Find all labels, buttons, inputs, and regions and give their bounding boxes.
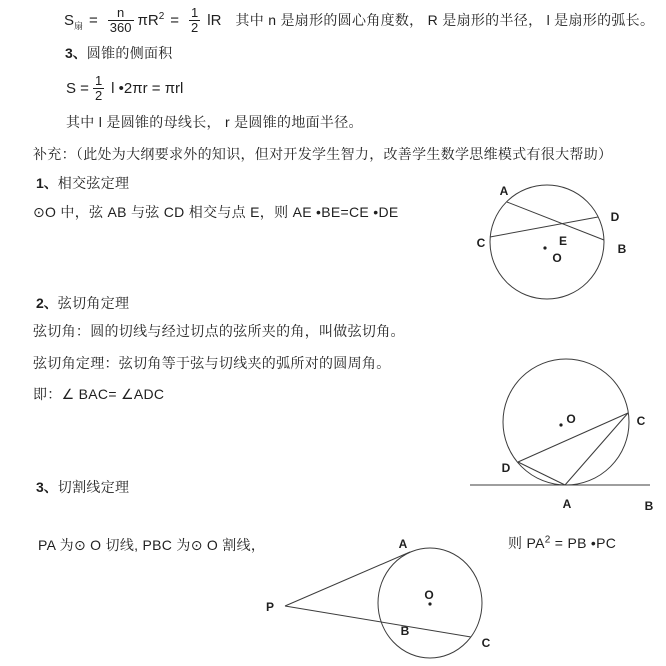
point-label-c: C: [481, 636, 491, 650]
section1-heading: 1、相交弦定理: [36, 175, 130, 191]
point-label-b: B: [644, 499, 654, 513]
point-label-d: D: [501, 461, 511, 475]
chord-da: [518, 462, 565, 485]
point-label-b: B: [617, 242, 627, 256]
intersecting-chords-diagram: [460, 170, 666, 306]
section3-body: PA 为⊙ O 切线, PBC 为⊙ O 割线，: [38, 537, 266, 553]
section2-heading: 2、弦切角定理: [36, 295, 130, 311]
sector-formula-note: 其中 n 是扇形的圆心角度数， R 是扇形的半径， l 是扇形的弧长。: [235, 12, 655, 28]
point-label-d: D: [610, 210, 620, 224]
fraction-n-360: $\frac{n}{360}$: [109, 4, 132, 35]
section3-result: 则 $PA^2$ = PB •PC: [508, 534, 617, 551]
sector-area-formula: $S_扇$ = $\frac{n}{360}$ $\pi R^2$ = $\frac{1}{2}$ lR 其中 n 是扇形的圆心角度数， R 是扇形的半径， l 是扇形的弧长。: [64, 4, 655, 35]
tangent-pa: [285, 552, 410, 606]
chord-cd: [490, 217, 598, 237]
formula-lhs: $S_扇$: [64, 11, 84, 31]
section2-conclusion: 即：∠ BAC= ∠ADC: [33, 386, 165, 402]
cone-formula-note: 其中 l 是圆锥的母线长， r 是圆锥的地面半径。: [66, 114, 363, 130]
center-label-o: O: [566, 412, 576, 426]
point-label-c: C: [476, 236, 486, 250]
tangent-secant-diagram: [250, 535, 515, 666]
point-label-a: A: [562, 497, 572, 511]
supplement-note: 补充：（此处为大纲要求外的知识，但对开发学生智力，改善学生数学思维模式有很大帮助）: [33, 146, 613, 162]
fraction-1-2: $\frac{1}{2}$: [191, 4, 199, 35]
center-dot: [559, 423, 562, 426]
tangent-chord-diagram: [460, 350, 666, 520]
center-dot: [543, 246, 546, 249]
chord-ab: [507, 202, 604, 240]
section1-body: ⊙O 中，弦 AB 与弦 CD 相交与点 E，则 AE •BE=CE •DE: [33, 204, 399, 220]
pi-r-squared: $\pi R^2$: [137, 10, 165, 29]
section3-heading: 3、切割线定理: [36, 479, 130, 495]
point-label-e: E: [558, 234, 568, 248]
center-label-o: O: [552, 251, 562, 265]
center-label-o: O: [424, 588, 434, 602]
center-dot: [428, 602, 431, 605]
fraction-1-2: $\frac{1}{2}$: [94, 72, 103, 103]
cone-area-formula: S = $\frac{1}{2}$ l •2πr = πrl: [66, 72, 184, 103]
point-label-b: B: [400, 624, 410, 638]
section2-theorem: 弦切角定理：弦切角等于弦与切线夹的弧所对的圆周角。: [33, 355, 391, 371]
point-label-a: A: [499, 184, 509, 198]
point-label-a: A: [398, 537, 408, 551]
point-label-c: C: [636, 414, 646, 428]
cone-section-heading: 3、圆锥的侧面积: [65, 45, 173, 61]
point-label-p: P: [265, 600, 275, 614]
section2-definition: 弦切角：圆的切线与经过切点的弦所夹的角，叫做弦切角。: [33, 323, 405, 339]
